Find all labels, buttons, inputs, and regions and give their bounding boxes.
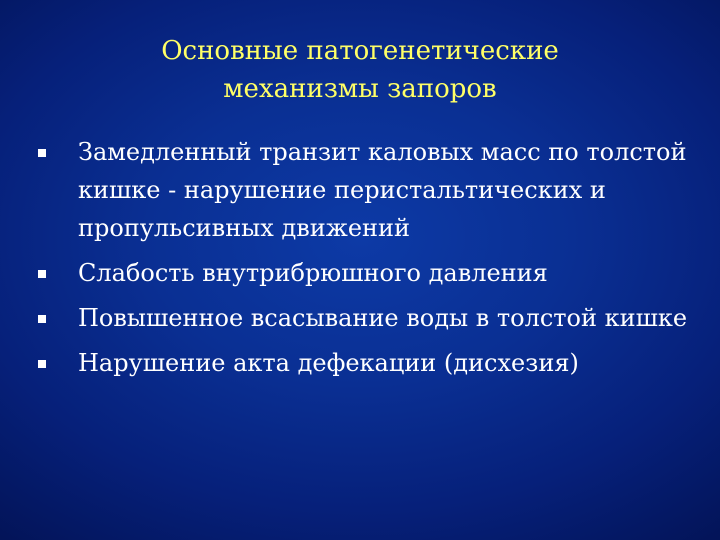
square-bullet-icon: [38, 149, 46, 157]
bullet-item-weak-pressure: [38, 254, 698, 292]
square-bullet-icon: [38, 315, 46, 323]
bullet-text: Слабость внутрибрюшного давления: [78, 259, 548, 287]
bullet-text: Повышенное всасывание воды в толстой кишке: [78, 304, 688, 332]
bullet-text: Нарушение акта дефекации (дисхезия): [78, 349, 579, 377]
bullet-text: Замедленный транзит каловых масс по толстой кишке - нарушение перистальтических и пропульсивных движений: [78, 138, 687, 242]
square-bullet-icon: [38, 270, 46, 278]
bullet-item-slow-transit: [38, 133, 698, 247]
bullet-item-water-absorption: [38, 299, 698, 337]
slide-title: [60, 32, 660, 108]
slide-title-line-2: механизмы запоров: [223, 74, 497, 104]
bullet-list: [38, 133, 698, 389]
square-bullet-icon: [38, 360, 46, 368]
slide-title-line-1: Основные патогенетические: [161, 36, 559, 66]
bullet-item-defecation-disorder: [38, 344, 698, 382]
